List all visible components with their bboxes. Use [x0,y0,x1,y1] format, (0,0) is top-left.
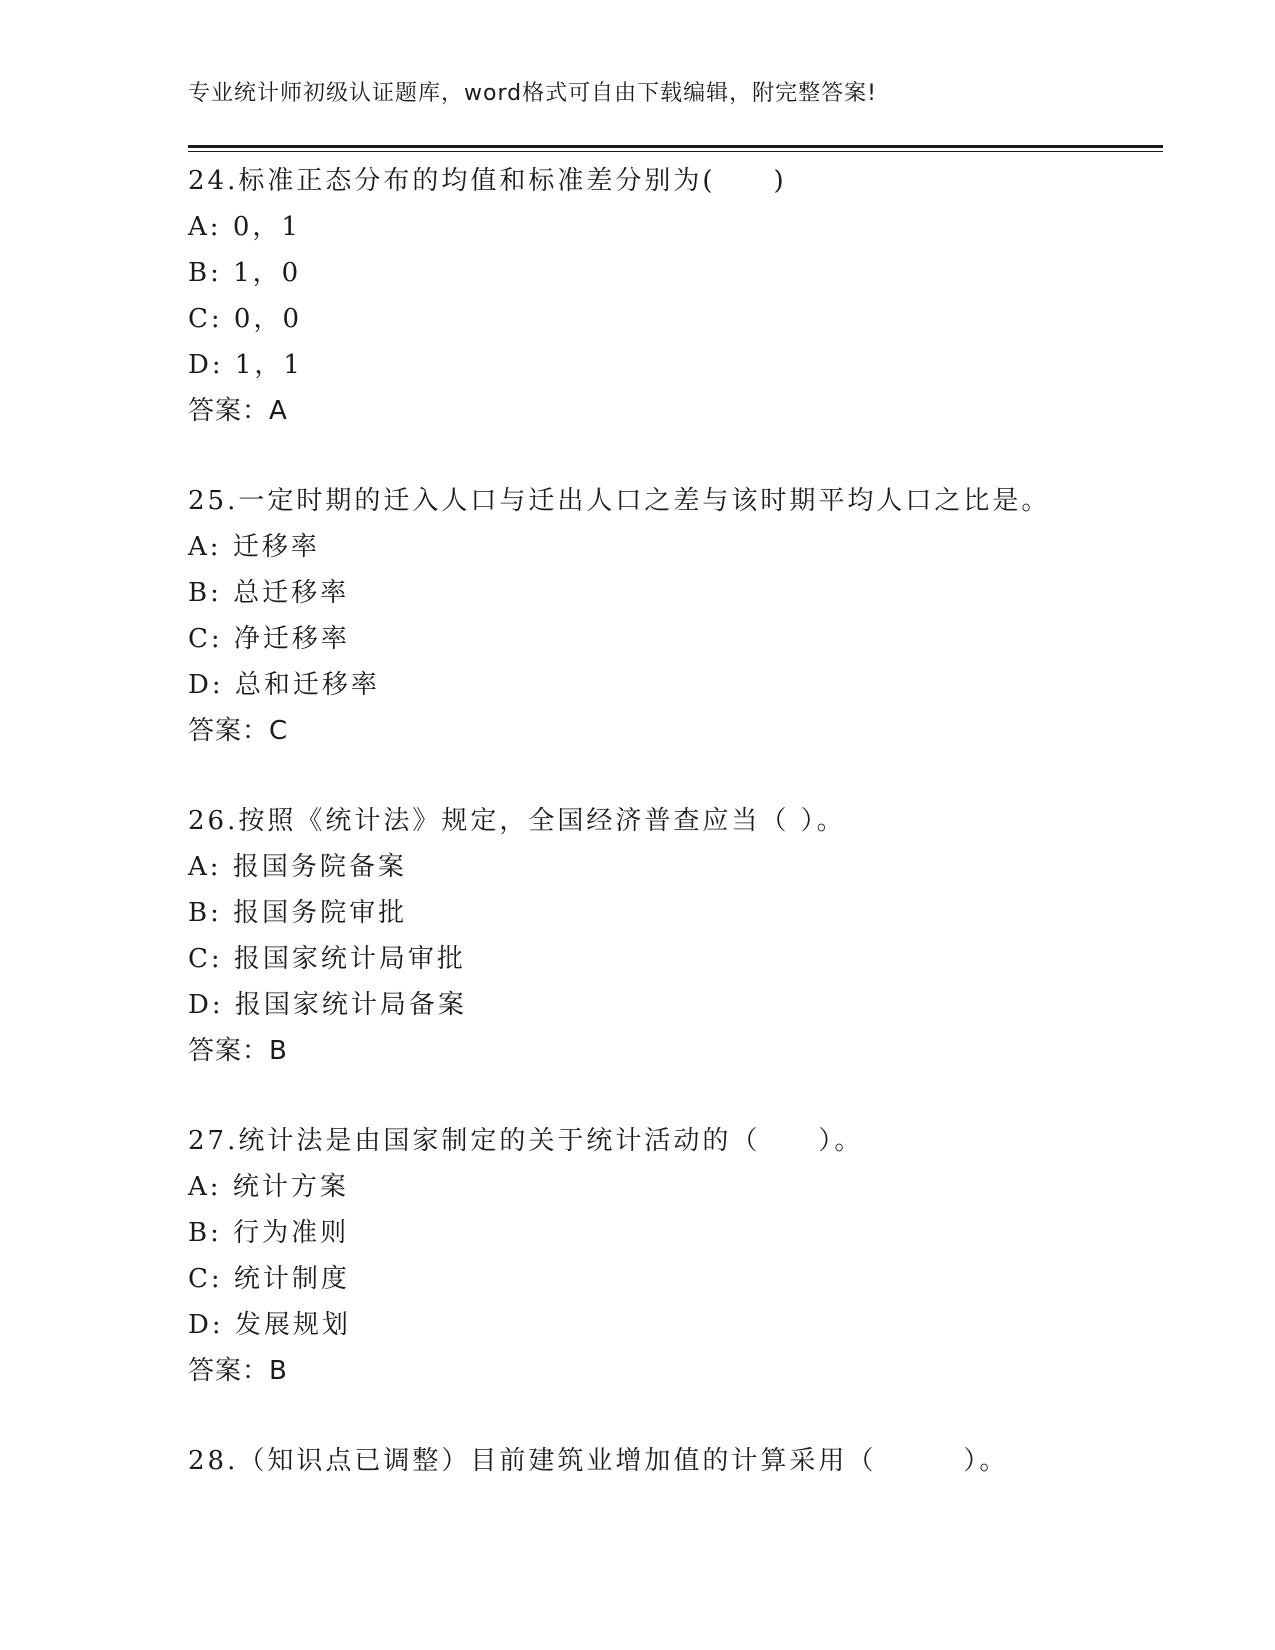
answer-line [188,708,1163,754]
option-key: A: [188,532,233,562]
answer-line [188,1028,1163,1074]
option-text: 1，0 [233,258,302,288]
header-rule-thick [188,145,1163,148]
option-key: A: [188,212,233,242]
question-number: 28. [188,1446,239,1476]
option-text: 报国家统计局备案 [234,990,467,1020]
option-text: 1，1 [234,350,303,380]
option-key: A: [188,852,233,882]
option-key: D: [188,670,235,700]
option-text: 0，1 [232,212,301,242]
question-number: 24. [188,166,239,196]
answer-label: 答案： [188,716,270,746]
option-key: B: [188,258,234,288]
option-key: D: [188,350,235,380]
answer-value: C [269,716,289,746]
option-text: 行为准则 [233,1218,350,1248]
option-text: 迁移率 [232,532,320,562]
option-key: A: [188,1172,233,1202]
option-c [188,1256,1163,1302]
option-d [188,662,1163,708]
option-text: 统计方案 [232,1172,349,1202]
option-text: 总和迁移率 [234,670,380,700]
option-key: C: [188,1264,234,1294]
question-stem [188,798,1163,844]
option-d [188,1302,1163,1348]
option-text: 统计制度 [233,1264,350,1294]
document-header-note: 专业统计师初级认证题库，word格式可自由下载编辑，附完整答案! [188,81,877,106]
option-text: 发展规划 [234,1310,351,1340]
answer-line [188,1348,1163,1394]
option-text: 0，0 [233,304,303,334]
option-text: 总迁移率 [233,578,350,608]
option-b [188,570,1163,616]
option-text: 报国务院备案 [232,852,407,882]
answer-label: 答案： [188,1356,270,1386]
question-text: 统计法是由国家制定的关于统计活动的（ ）。 [238,1126,864,1156]
option-d [188,342,1163,388]
answer-value: B [269,1356,288,1386]
question-stem [188,478,1163,524]
answer-line [188,388,1163,434]
option-text: 报国家统计局审批 [233,944,466,974]
option-a [188,524,1163,570]
option-key: D: [188,990,235,1020]
option-key: B: [188,1218,234,1248]
question-stem [188,1118,1163,1164]
option-d [188,982,1163,1028]
question-28 [188,1438,1163,1484]
option-b [188,890,1163,936]
question-27 [188,1118,1163,1394]
question-number: 26. [188,806,239,836]
question-text: 按照《统计法》规定，全国经济普查应当（ ）。 [238,806,846,836]
option-key: D: [188,1310,235,1340]
option-key: C: [188,944,234,974]
option-key: B: [188,898,234,928]
answer-value: A [269,396,288,426]
question-26 [188,798,1163,1074]
answer-value: B [269,1036,288,1066]
option-a [188,204,1163,250]
header-rule-thin [188,151,1163,152]
option-a [188,1164,1163,1210]
question-text: 标准正态分布的均值和标准差分别为( ) [238,166,787,196]
option-text: 净迁移率 [233,624,350,654]
option-key: C: [188,624,234,654]
option-key: B: [188,578,234,608]
question-number: 25. [188,486,239,516]
answer-label: 答案： [188,396,270,426]
option-a [188,844,1163,890]
option-c [188,296,1163,342]
question-list [188,158,1163,1528]
option-c [188,936,1163,982]
option-key: C: [188,304,234,334]
question-stem [188,1438,1163,1484]
question-24 [188,158,1163,434]
question-number: 27. [188,1126,239,1156]
question-text: 一定时期的迁入人口与迁出人口之差与该时期平均人口之比是。 [238,486,1051,516]
question-25 [188,478,1163,754]
question-stem [188,158,1163,204]
option-b [188,250,1163,296]
option-c [188,616,1163,662]
answer-label: 答案： [188,1036,270,1066]
option-b [188,1210,1163,1256]
question-text: （知识点已调整）目前建筑业增加值的计算采用（ ）。 [238,1446,1009,1476]
option-text: 报国务院审批 [233,898,408,928]
